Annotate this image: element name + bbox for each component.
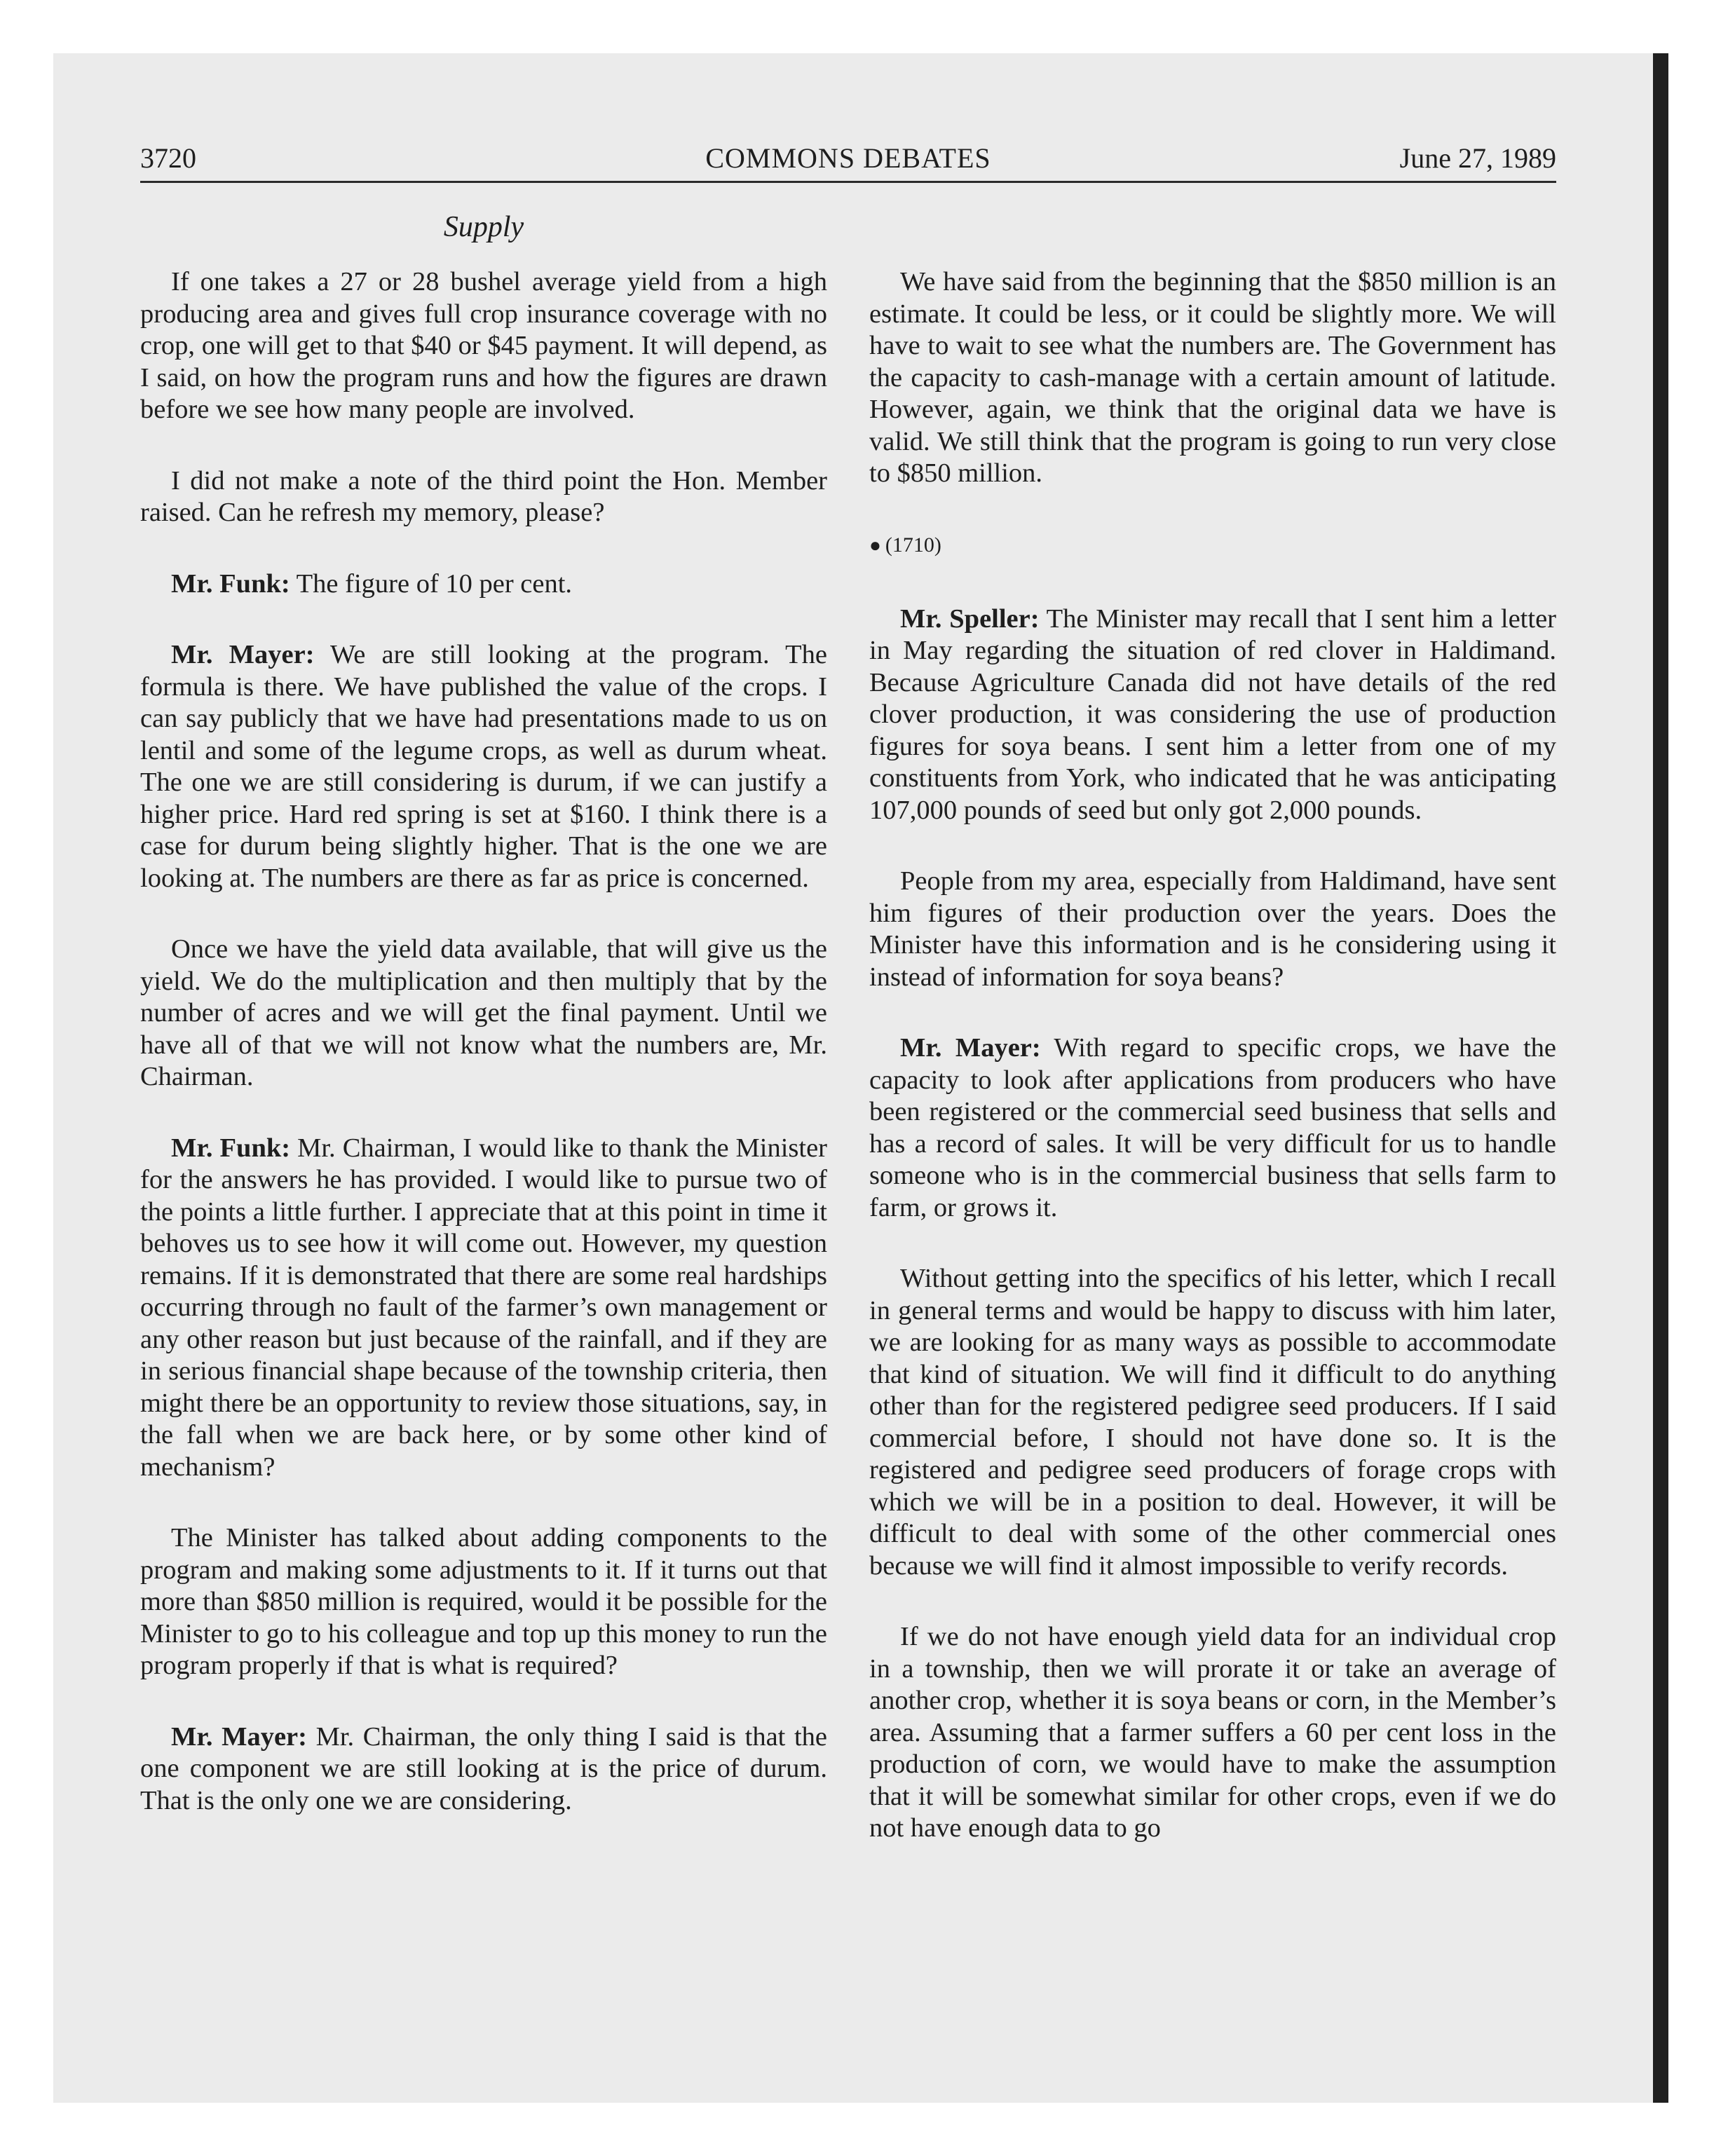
speaker-name: Mr. Speller: — [900, 603, 1040, 634]
paragraph-text: I did not make a note of the third point the Hon. Member raised. Can he refresh my memory, please? — [140, 465, 827, 527]
paragraph — [869, 266, 1556, 490]
speaker-name: Mr. Mayer: — [171, 640, 315, 669]
right-column — [869, 266, 1556, 1884]
paragraph — [140, 465, 827, 529]
paragraph-text: The figure of 10 per cent. — [296, 568, 573, 599]
time-marker — [869, 529, 1556, 561]
time-marker-text: (1710) — [885, 533, 941, 557]
paragraph-text: With regard to specific crops, we have the capacity to look after applications from producers who have been registered or the commercial seed business that sells and has a record of sales. It will be very difficult for us to handle someone who is in the commercial business that sells farm to farm, or grows it. — [869, 1033, 1556, 1222]
publication-title: COMMONS DEBATES — [705, 142, 991, 174]
paragraph — [140, 568, 827, 601]
speaker-name: Mr. Funk: — [171, 568, 290, 599]
paragraph-text: We are still looking at the program. The formula is there. We have published the value of the crops. I can say publicly that we have had presentations made to us on lentil and some of the legume crops, as well as durum wheat. The one we are still considering is durum, if we can justify a higher price. Hard red spring is set at $160. I think there is a case for durum being slightly higher. That is the one we are looking at. The numbers are there as far as price is concerned. — [140, 640, 827, 893]
header-rule — [140, 181, 1556, 183]
paragraph — [869, 1263, 1556, 1582]
paragraph — [140, 1721, 827, 1817]
scan-edge-shadow — [1653, 53, 1668, 2103]
publication-date: June 27, 1989 — [1399, 142, 1556, 174]
left-column — [140, 266, 827, 1856]
speaker-name: Mr. Mayer: — [900, 1033, 1041, 1063]
paragraph-text: If we do not have enough yield data for an individual crop in a township, then we will prorate it or take an average of another crop, whether it is soya beans or corn, in the Member’s area. Assuming that a farmer suffers a 60 per cent loss in the production of corn, we would have to make the assumption that it will be somewhat similar for other crops, even if we do not have enough data to go — [869, 1622, 1556, 1843]
paragraph-text: Once we have the yield data available, that will give us the yield. We do the multiplication and then multiply that by the number of acres and we will get the final payment. Until we have all of that we will not know what the numbers are, Mr. Chairman. — [140, 934, 827, 1091]
paragraph — [869, 1621, 1556, 1845]
paragraph-text: People from my area, especially from Haldimand, have sent him figures of their production over the years. Does the Minister have this information and is he considering using it instead of information for soya beans? — [869, 866, 1556, 992]
section-heading: Supply — [443, 211, 524, 243]
bullet-icon: ● — [869, 534, 881, 557]
paragraph — [140, 639, 827, 894]
speaker-name: Mr. Mayer: — [171, 1721, 307, 1752]
page-header — [140, 137, 1556, 179]
paragraph-text: Without getting into the specifics of his letter, which I recall in general terms and would be happy to discuss with him later, we are looking for as many ways as possible to accommodate that kind of situation. We will find it difficult to do anything other than for the registered pedigree seed producers. If I said commercial before, I should not have done so. It is the registered and pedigree seed producers of forage crops with which we will be in a position to deal. However, it will be difficult to deal with some of the other commercial ones because we will find it almost impossible to verify records. — [869, 1264, 1556, 1581]
paragraph-text: We have said from the beginning that the $850 million is an estimate. It could be less, or it could be slightly more. We will have to wait to see what the numbers are. The Government has the capacity to cash-manage with a certain amount of latitude. However, again, we think that the original data we have is valid. We still think that the program is going to run very close to $850 million. — [869, 267, 1556, 488]
paragraph — [869, 866, 1556, 993]
paragraph — [869, 1032, 1556, 1224]
paragraph-text: Mr. Chairman, I would like to thank the Minister for the answers he has provided. I would like to pursue two of the points a little further. I appreciate that at this point in time it behoves us to see how it will come out. However, my question remains. If it is demonstrated that there are some real hardships occurring through no fault of the farmer’s own management or any other reason but just because of the rainfall, and if they are in serious financial shape because of the township criteria, then might there be an opportunity to review those situations, say, in the fall when we are back here, or by some other kind of mechanism? — [140, 1133, 828, 1482]
speaker-name: Mr. Funk: — [171, 1133, 291, 1163]
paragraph-text: If one takes a 27 or 28 bushel average yield from a high producing area and gives full crop insurance coverage with no crop, one will get to that $40 or $45 payment. It will depend, as I said, on how the program runs and how the figures are drawn before we see how many people are involved. — [140, 267, 827, 424]
paragraph-text: The Minister may recall that I sent him a letter in May regarding the situation of red clover in Haldimand. Because Agriculture Canada did not have details of the red clover production, it was considering the use of production figures for soya beans. I sent him a letter from one of my constituents from York, who indicated that he was anticipating 107,000 pounds of seed but only got 2,000 pounds. — [869, 603, 1556, 825]
paragraph-text: Mr. Chairman, the only thing I said is that the one component we are still looking at is the price of durum. That is the only one we are considering. — [140, 1721, 828, 1815]
paragraph — [869, 603, 1556, 827]
paragraph — [140, 1522, 827, 1682]
paragraph — [140, 934, 827, 1093]
paragraph-text: The Minister has talked about adding components to the program and making some adjustments to it. If it turns out that more than $850 million is required, would it be possible for the Minister to go to his colleague and top up this money to run the program properly if that is what is required? — [140, 1523, 827, 1680]
page-number: 3720 — [140, 142, 196, 174]
paragraph — [140, 266, 827, 426]
paragraph — [140, 1133, 827, 1484]
